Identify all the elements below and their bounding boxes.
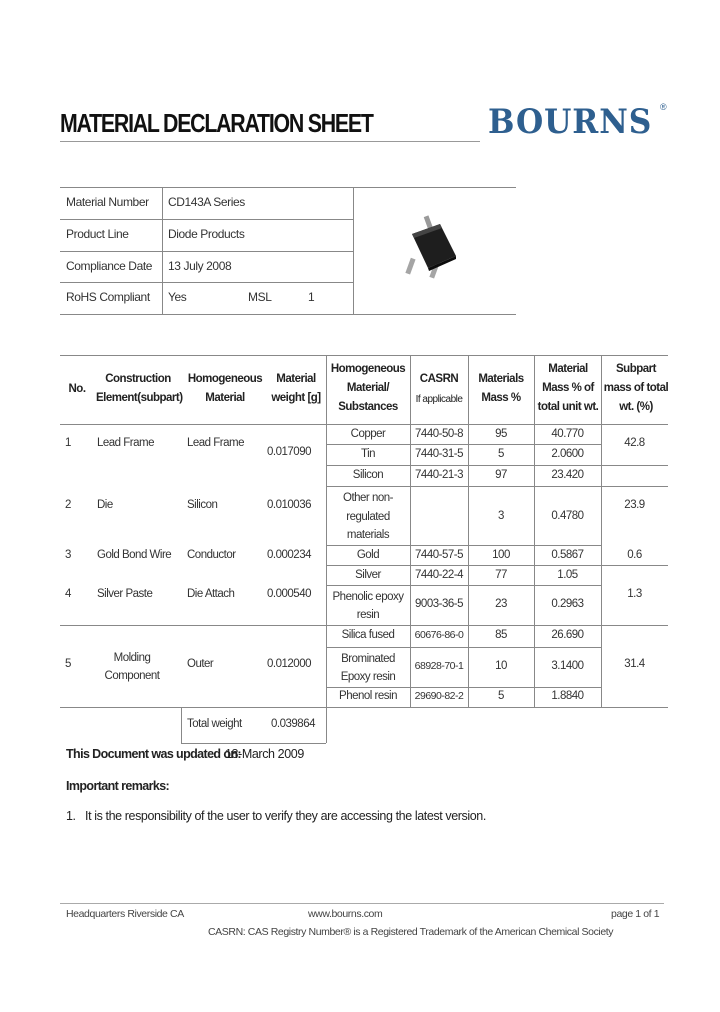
- row-no: 1: [65, 437, 71, 449]
- row-weight: 0.010036: [267, 499, 311, 511]
- header-homogeneous-material: Homogeneous Material: [187, 373, 263, 404]
- table-divider: [181, 707, 182, 743]
- table-rule: [326, 565, 668, 566]
- table-rule: [326, 545, 601, 546]
- substance-casrn: 7440-22-4: [415, 569, 463, 581]
- substance-mass: 10: [495, 660, 507, 672]
- header-casrn-sub: If applicable: [415, 394, 463, 405]
- row-weight: 0.000234: [267, 549, 311, 561]
- substance-unit-pct: 3.1400: [551, 660, 584, 672]
- material-number-value: CD143A Series: [168, 195, 245, 209]
- row-no: 4: [65, 588, 71, 600]
- substance-casrn: 60676-86-0: [414, 629, 464, 641]
- row-weight: 0.000540: [267, 588, 311, 600]
- footer-casrn-note: CASRN: CAS Registry Number® is a Registered Trademark of the American Chemical Society: [208, 926, 614, 938]
- substance-unit-pct: 1.8840: [551, 690, 584, 702]
- table-rule: [60, 625, 668, 626]
- header-casrn: CASRN: [419, 373, 459, 385]
- substance-casrn: 7440-21-3: [415, 469, 463, 481]
- row-element: Lead Frame: [97, 437, 155, 449]
- info-rule: [60, 314, 516, 315]
- msl-label: MSL: [248, 290, 272, 304]
- row-material: Silicon: [187, 499, 218, 511]
- product-line-label: Product Line: [66, 227, 129, 241]
- row-subpart: 42.8: [624, 437, 645, 449]
- table-rule: [326, 687, 601, 688]
- row-element: Silver Paste: [97, 588, 153, 600]
- info-rule: [60, 251, 354, 252]
- table-rule: [60, 355, 668, 356]
- header-construction: Construction Element(subpart): [96, 373, 183, 404]
- page-title: MATERIAL DECLARATION SHEET: [60, 108, 373, 138]
- row-no: 3: [65, 549, 71, 561]
- row-material: Die Attach: [187, 588, 235, 600]
- substance-unit-pct: 26.690: [551, 629, 584, 641]
- substance-mass: 5: [498, 448, 504, 460]
- title-underline: [60, 141, 480, 142]
- row-material: Conductor: [187, 549, 236, 561]
- substance-name: Other non-regulated materials: [343, 492, 393, 541]
- substance-casrn: 68928-70-1: [414, 660, 464, 672]
- remark-text: It is the responsibility of the user to verify they are accessing the latest version.: [85, 809, 486, 823]
- substance-name: Phenolic epoxy resin: [332, 591, 404, 621]
- substance-name: Silicon: [352, 469, 384, 481]
- substance-unit-pct: 40.770: [551, 428, 584, 440]
- row-subpart: 1.3: [627, 588, 642, 600]
- substance-casrn: 29690-82-2: [414, 690, 464, 702]
- compliance-date-label: Compliance Date: [66, 259, 153, 273]
- substance-mass: 85: [495, 629, 507, 641]
- table-rule: [326, 585, 601, 586]
- table-rule: [326, 486, 668, 487]
- substance-name: Phenol resin: [339, 690, 397, 702]
- substance-casrn: 7440-57-5: [415, 549, 463, 561]
- footer-headquarters: Headquarters Riverside CA: [66, 908, 184, 920]
- substance-casrn: 7440-50-8: [415, 428, 463, 440]
- info-rule: [60, 187, 516, 188]
- substance-name: Gold: [356, 549, 380, 561]
- material-number-label: Material Number: [66, 195, 149, 209]
- rohs-value: Yes: [168, 290, 187, 304]
- substance-unit-pct: 0.4780: [551, 510, 584, 522]
- substance-mass: 100: [492, 549, 510, 561]
- info-rule: [60, 219, 354, 220]
- header-mass-pct: Materials Mass %: [478, 373, 524, 404]
- bourns-logo: BOURNS: [488, 102, 653, 142]
- info-rule: [60, 282, 354, 283]
- substance-mass: 97: [495, 469, 507, 481]
- footer-rule: [60, 903, 664, 904]
- footer-website[interactable]: www.bourns.com: [308, 908, 383, 920]
- header-unit-pct: Material Mass % of total unit wt.: [537, 363, 599, 413]
- table-rule: [60, 424, 668, 425]
- substance-unit-pct: 0.5867: [551, 549, 584, 561]
- table-rule: [326, 465, 668, 466]
- substance-unit-pct: 23.420: [551, 469, 584, 481]
- substance-mass: 3: [498, 510, 504, 522]
- compliance-date-value: 13 July 2008: [168, 259, 232, 273]
- row-subpart: 23.9: [624, 499, 645, 511]
- header-no: No.: [68, 383, 86, 395]
- row-no: 5: [65, 658, 71, 670]
- row-weight: 0.012000: [267, 658, 311, 670]
- substance-mass: 23: [495, 598, 507, 610]
- footer-page-number: page 1 of 1: [611, 908, 660, 920]
- row-element: Die: [97, 499, 113, 511]
- row-no: 2: [65, 499, 71, 511]
- updated-label: This Document was updated on:: [66, 747, 241, 761]
- substance-casrn: 9003-36-5: [415, 598, 463, 610]
- substance-name: Silver: [355, 569, 381, 581]
- remark-number: 1.: [66, 809, 76, 823]
- substance-name: Silica fused: [341, 629, 395, 641]
- msl-value: 1: [308, 290, 315, 304]
- substance-unit-pct: 2.0600: [551, 448, 584, 460]
- table-rule: [60, 707, 668, 708]
- updated-date: 18-March 2009: [225, 747, 304, 761]
- header-subpart-pct: Subpart mass of total wt. (%): [603, 363, 669, 413]
- row-element: Molding Component: [104, 652, 160, 682]
- substance-name: Copper: [350, 428, 386, 440]
- substance-unit-pct: 1.05: [557, 569, 578, 581]
- substance-name: Tin: [360, 448, 376, 460]
- row-material: Lead Frame: [187, 437, 245, 449]
- substance-unit-pct: 0.2963: [551, 598, 584, 610]
- product-line-value: Diode Products: [168, 227, 245, 241]
- info-divider: [353, 187, 354, 314]
- remarks-heading: Important remarks:: [66, 779, 170, 793]
- table-divider: [601, 355, 602, 707]
- substance-mass: 95: [495, 428, 507, 440]
- row-subpart: 31.4: [624, 658, 645, 670]
- table-rule: [326, 647, 601, 648]
- sot23-package-image: [402, 212, 466, 282]
- header-weight: Material weight [g]: [271, 373, 321, 404]
- logo-registered-mark: ®: [660, 102, 667, 112]
- header-substances: Homogeneous Material/ Substances: [330, 363, 406, 413]
- table-rule: [181, 743, 326, 744]
- total-weight-label: Total weight: [187, 718, 242, 730]
- row-material: Outer: [187, 658, 214, 670]
- substance-mass: 77: [495, 569, 507, 581]
- table-divider: [468, 355, 469, 707]
- substance-mass: 5: [498, 690, 504, 702]
- substance-name: Brominated Epoxy resin: [340, 653, 396, 683]
- table-divider: [534, 355, 535, 707]
- total-weight-value: 0.039864: [271, 718, 315, 730]
- row-subpart: 0.6: [627, 549, 642, 561]
- row-weight: 0.017090: [267, 446, 311, 458]
- substance-casrn: 7440-31-5: [415, 448, 463, 460]
- table-rule: [326, 444, 601, 445]
- row-element: Gold Bond Wire: [97, 549, 172, 561]
- rohs-label: RoHS Compliant: [66, 290, 150, 304]
- info-divider: [162, 187, 163, 314]
